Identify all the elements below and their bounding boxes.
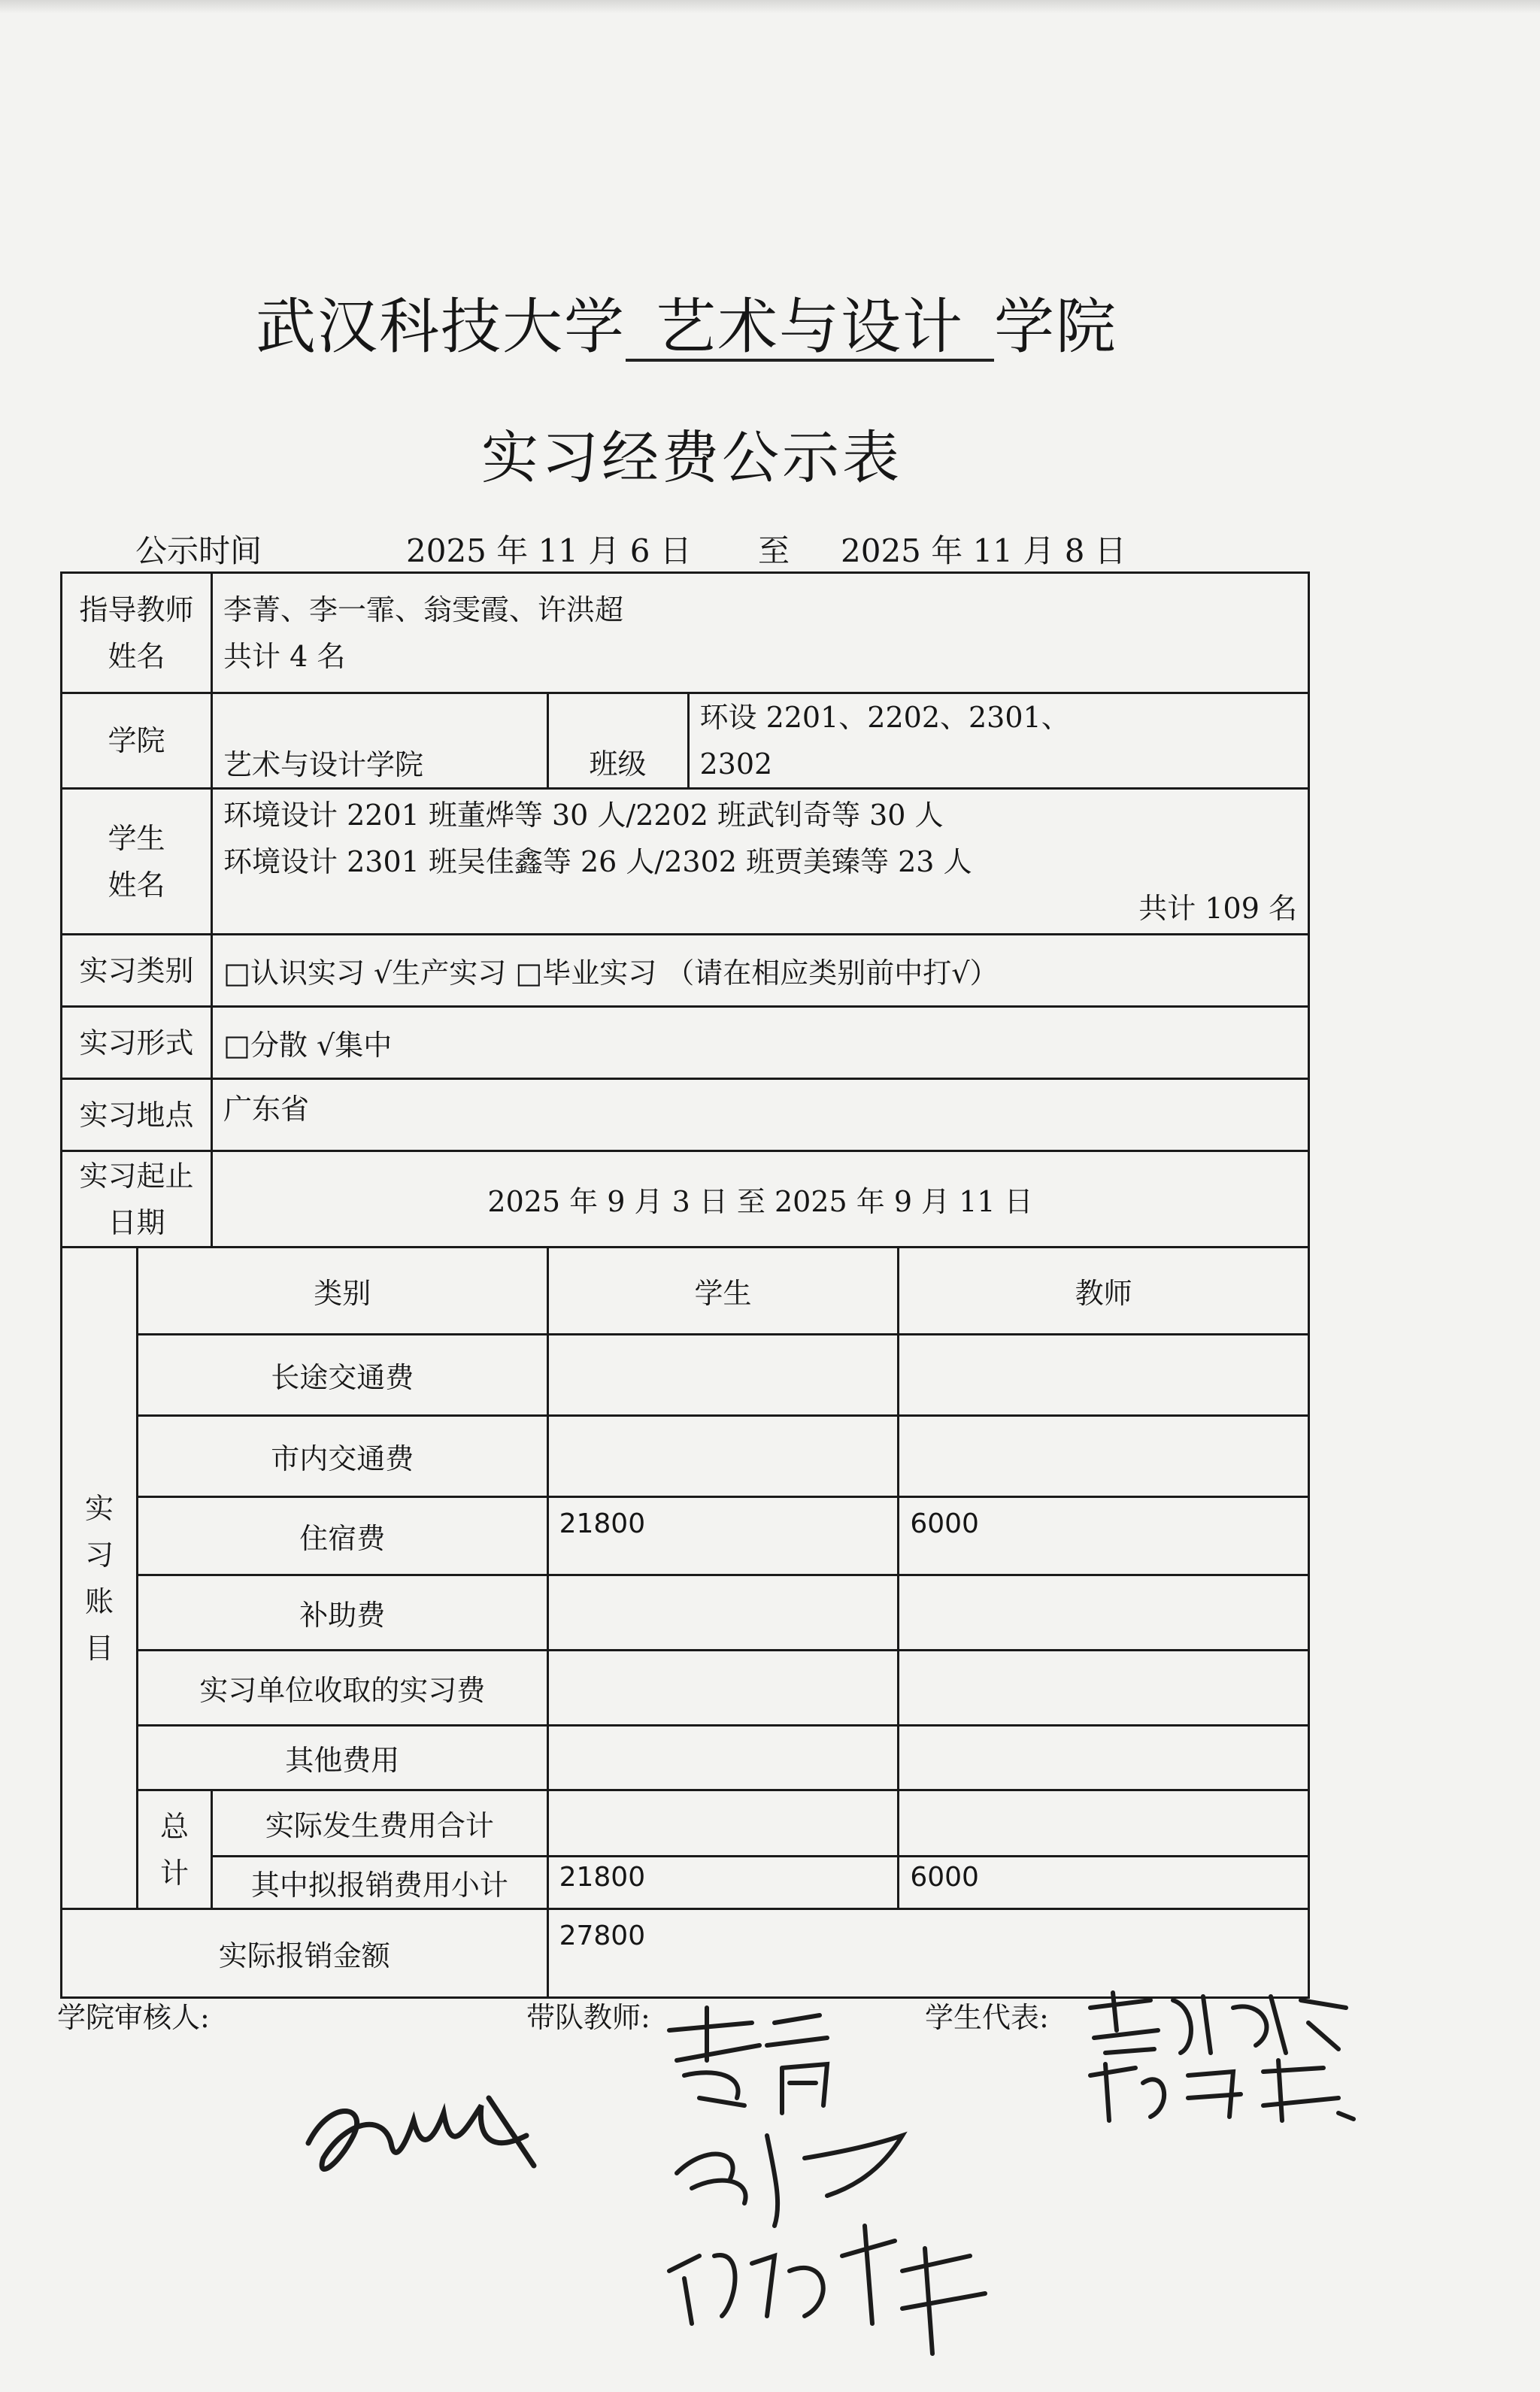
form-label: 实习形式: [62, 1007, 212, 1079]
row-student: 21800: [547, 1497, 899, 1575]
type-value: □认识实习 √生产实习 □毕业实习 （请在相应类别前中打√）: [212, 935, 1309, 1007]
row-label: 其他费用: [138, 1726, 548, 1790]
subtotal-student: 21800: [547, 1857, 899, 1909]
actual-total-student: [547, 1790, 899, 1857]
row-student: [547, 1726, 899, 1790]
publicity-to: 至: [758, 532, 790, 569]
college-fill-in: 艺术与设计: [626, 296, 994, 362]
class-label: 班级: [547, 693, 688, 789]
row-teacher: [899, 1651, 1309, 1726]
ledger-row: [62, 1416, 1309, 1497]
college-row: [62, 693, 1309, 789]
ledger-row: [62, 1726, 1309, 1790]
actual-total-label: 实际发生费用合计: [212, 1790, 548, 1857]
row-label: 市内交通费: [138, 1416, 548, 1497]
row-student: [547, 1575, 899, 1651]
row-student: [547, 1651, 899, 1726]
ledger-row: [62, 1497, 1309, 1575]
row-student: [547, 1335, 899, 1416]
student-line-2: 环境设计 2301 班吴佳鑫等 26 人/2302 班贾美臻等 23 人: [223, 844, 972, 878]
row-label: 补助费: [138, 1575, 548, 1651]
ledger-row: [62, 1575, 1309, 1651]
ledger-row: [62, 1335, 1309, 1416]
subtotal-label: 其中拟报销费用小计: [212, 1857, 548, 1909]
student-line-1: 环境设计 2201 班董烨等 30 人/2202 班武钊奇等 30 人: [223, 798, 944, 832]
college-suffix: 学院: [994, 292, 1117, 362]
row-teacher: [899, 1335, 1309, 1416]
university-name: 武汉科技大学: [256, 292, 626, 362]
header-category: 类别: [138, 1248, 548, 1335]
ledger-side-label: 实 习 账 目: [62, 1248, 138, 1909]
type-row: [62, 935, 1309, 1007]
place-value: 广东省: [212, 1079, 1309, 1151]
row-student: [547, 1416, 899, 1497]
publicity-label: 公示时间: [135, 532, 262, 569]
class-value: 环设 2201、2202、2301、 2302: [688, 693, 1309, 789]
student-total: 共计 109 名: [1138, 891, 1297, 925]
row-teacher: [899, 1575, 1309, 1651]
form-value: □分散 √集中: [212, 1007, 1309, 1079]
scan-edge: [0, 0, 1540, 14]
row-teacher: [899, 1416, 1309, 1497]
place-row: [62, 1079, 1309, 1151]
place-label: 实习地点: [62, 1079, 212, 1151]
actual-total-row: [62, 1790, 1309, 1857]
row-label: 长途交通费: [138, 1335, 548, 1416]
student-row: [62, 789, 1309, 935]
period-row: [62, 1151, 1309, 1248]
publicity-start: 2025 年 11 月 6 日: [406, 532, 692, 569]
actual-total-teacher: [899, 1790, 1309, 1857]
teacher-value: [212, 573, 1309, 693]
teacher-label: 指导教师 姓名: [62, 573, 212, 693]
total-label: 总 计: [138, 1790, 212, 1909]
teacher-count: 共计 4 名: [223, 639, 346, 673]
college-label: 学院: [62, 693, 212, 789]
row-teacher: [899, 1726, 1309, 1790]
rep-label: 学生代表:: [925, 2001, 1049, 2034]
reviewer-label: 学院审核人:: [57, 2001, 210, 2034]
student-rep-signatures: [1083, 1985, 1369, 2139]
header-student: 学生: [547, 1248, 899, 1335]
period-value: 2025 年 9 月 3 日 至 2025 年 9 月 11 日: [212, 1151, 1309, 1248]
student-value: [212, 789, 1309, 935]
row-teacher: 6000: [899, 1497, 1309, 1575]
leader-label: 带队教师:: [526, 2001, 650, 2034]
document-subtitle: 实习经费公示表: [481, 424, 902, 491]
expense-form-table: [60, 571, 1310, 1999]
final-amount-row: [62, 1909, 1309, 1998]
ledger-row: [62, 1651, 1309, 1726]
row-label: 住宿费: [138, 1497, 548, 1575]
header-teacher: 教师: [899, 1248, 1309, 1335]
final-amount-value: 27800: [547, 1909, 1308, 1998]
publicity-end: 2025 年 11 月 8 日: [841, 532, 1126, 569]
period-label: 实习起止 日期: [62, 1151, 212, 1248]
teacher-row: [62, 573, 1309, 693]
college-value: 艺术与设计学院: [212, 693, 548, 789]
form-row: [62, 1007, 1309, 1079]
document-title: [256, 278, 1117, 365]
row-label: 实习单位收取的实习费: [138, 1651, 548, 1726]
final-amount-label: 实际报销金额: [62, 1909, 548, 1998]
leader-signatures: [654, 2000, 1045, 2364]
student-label: 学生 姓名: [62, 789, 212, 935]
reviewer-signature: [301, 2053, 556, 2206]
reimburse-subtotal-row: [62, 1857, 1309, 1909]
teacher-names: 李菁、李一霏、翁雯霞、许洪超: [223, 593, 624, 626]
subtotal-teacher: 6000: [899, 1857, 1309, 1909]
type-label: 实习类别: [62, 935, 212, 1007]
ledger-header-row: [62, 1248, 1309, 1335]
